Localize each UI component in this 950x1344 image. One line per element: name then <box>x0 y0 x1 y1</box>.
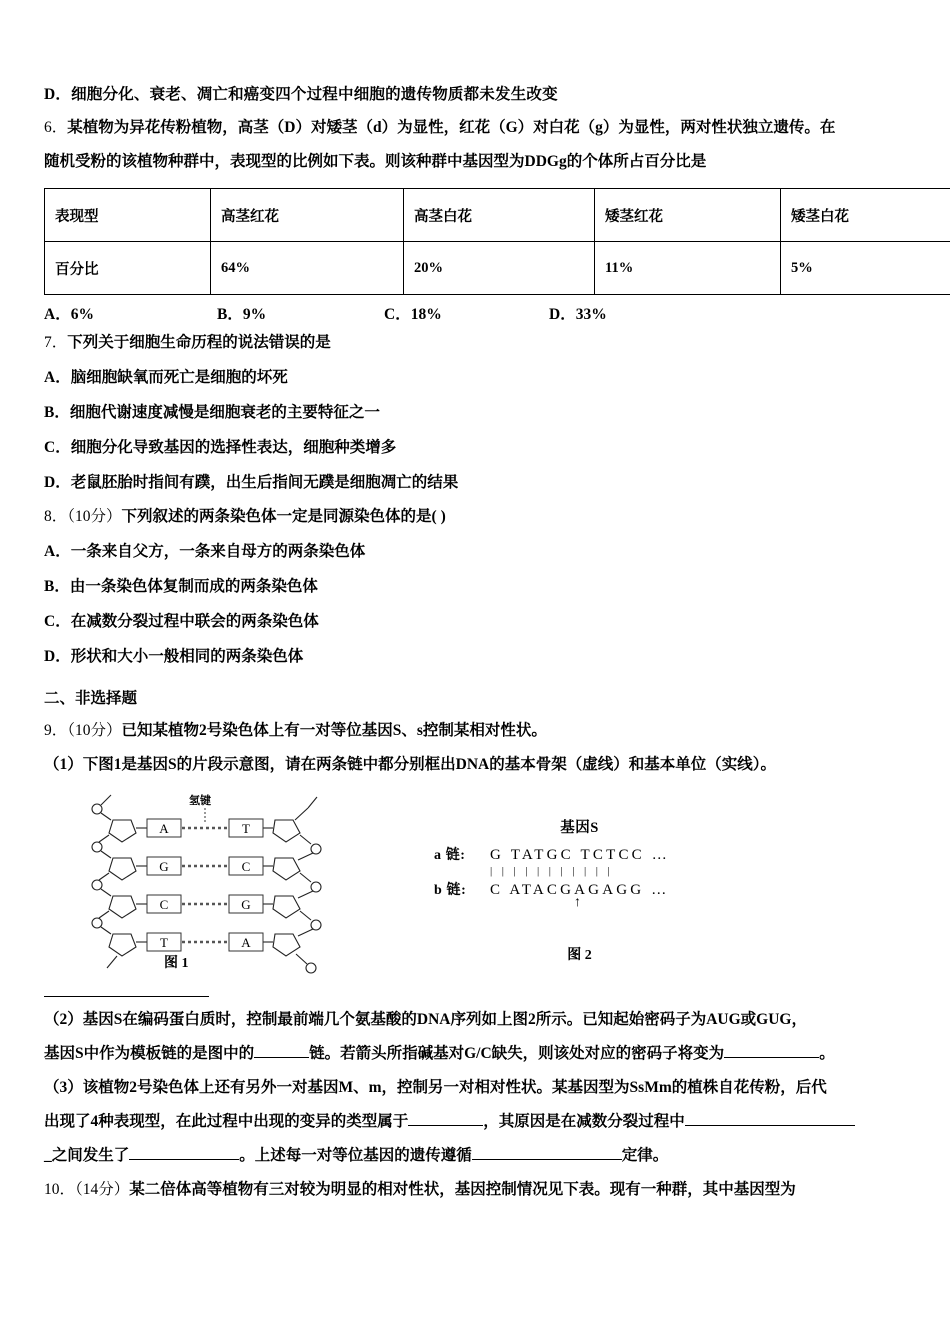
question-7-option-c <box>44 430 916 465</box>
table-row <box>45 242 950 295</box>
question-6-option-b: B．9% <box>217 306 267 323</box>
question-9-part3-line2 <box>44 1105 916 1139</box>
question-9-part2-text-d: 。 <box>819 1045 835 1062</box>
question-8-option-a <box>44 534 916 569</box>
question-9-part3-text-c: ，其原因是在减数分裂过程中 <box>483 1113 685 1130</box>
section-2-title: 二、非选择题 <box>44 690 138 707</box>
question-8-stem <box>44 500 916 534</box>
question-6-option-d: D．33% <box>549 306 607 323</box>
strand-a-row <box>434 844 764 865</box>
question-9-number: 9． <box>44 722 68 739</box>
answer-blank[interactable] <box>129 1145 239 1160</box>
question-6-option-c: C．18% <box>384 306 442 323</box>
question-8-option-c <box>44 604 916 639</box>
base-g1: G <box>159 859 169 874</box>
question-9-part2-line1 <box>44 1003 916 1037</box>
question-6-options <box>44 302 916 326</box>
phenotype-table <box>44 188 950 295</box>
table-cell-pct-1: 20% <box>404 242 595 295</box>
table-header-short-white: 矮茎白花 <box>781 189 950 242</box>
option-label: B． <box>44 404 70 421</box>
table-cell-pct-2: 11% <box>595 242 781 295</box>
question-8-score: （10分） <box>67 508 122 525</box>
strand-a-label: a 链: <box>434 848 466 863</box>
question-9-part2-line2 <box>44 1037 916 1071</box>
answer-blank[interactable] <box>408 1111 483 1126</box>
option-text: 一条来自父方，一条来自母方的两条染色体 <box>70 543 366 560</box>
question-8-option-b <box>44 569 916 604</box>
question-6-stem-b: 随机受粉的该植物种群中，表现型的比例如下表。则该种群中基因型为DDGg的个体所占百分比是 <box>44 153 707 170</box>
question-6-stem-line1 <box>44 111 916 145</box>
strand-b-label: b 链: <box>434 883 467 898</box>
question-8-stem-text: 下列叙述的两条染色体一定是同源染色体的是( ) <box>121 508 446 525</box>
question-9-part2-text-a: （2）基因S在编码蛋白质时，控制最前端几个氨基酸的DNA序列如上图2所示。已知起始密码子为AUG或GUG， <box>44 1011 807 1028</box>
table-header-tall-white: 高茎白花 <box>404 189 595 242</box>
question-9-stem-text: 已知某植物2号染色体上有一对等位基因S、s控制某相对性状。 <box>121 722 547 739</box>
question-10-stem <box>44 1173 916 1207</box>
option-text: 细胞分化导致基因的选择性表达，细胞种类增多 <box>70 439 397 456</box>
base-a2: A <box>241 935 251 950</box>
question-7-stem-text: 下列关于细胞生命历程的说法错误的是 <box>67 334 331 351</box>
strand-b-row <box>434 879 764 900</box>
question-8-number: 8． <box>44 508 68 525</box>
question-7-option-b <box>44 395 916 430</box>
question-9-score: （10分） <box>67 722 122 739</box>
question-9-stem <box>44 714 916 748</box>
up-arrow-icon: ↑ <box>574 895 581 910</box>
figure-1-caption: 图 1 <box>164 956 189 971</box>
base-c2: C <box>159 897 169 912</box>
option-text: 由一条染色体复制而成的两条染色体 <box>69 578 318 595</box>
option-label: D． <box>44 648 71 665</box>
strand-a-bases: G TATGC TCTCC … <box>490 847 671 863</box>
question-10-score: （14分） <box>75 1181 130 1198</box>
question-9-part3-text-d: _之间发生了 <box>44 1147 130 1164</box>
hbond-label: 氢键 <box>189 795 211 807</box>
question-6-number: 6． <box>44 119 68 136</box>
figure-2-caption: 图 2 <box>567 948 592 963</box>
base-t1: T <box>242 821 250 836</box>
question-9-part1-text: （1）下图1是基因S的片段示意图，请在两条链中都分别框出DNA的基本骨架（虚线）和基本单位（实线）。 <box>44 756 776 773</box>
answer-blank[interactable] <box>254 1043 309 1058</box>
figures-area <box>44 792 916 992</box>
table-cell-pct-3: 5% <box>781 242 950 295</box>
question-6-stem-line2 <box>44 145 916 179</box>
option-d-label: D． <box>44 86 72 103</box>
option-label: A． <box>44 369 71 386</box>
option-label: C． <box>44 613 71 630</box>
figure-1-dna-diagram <box>89 792 349 982</box>
mutation-arrow-row <box>490 895 764 916</box>
answer-blank[interactable] <box>685 1111 855 1126</box>
question-7-option-a <box>44 360 916 395</box>
table-header-short-red: 矮茎红花 <box>595 189 781 242</box>
question-8-option-d <box>44 639 916 674</box>
table-header-phenotype: 表现型 <box>45 189 211 242</box>
option-d-continued <box>44 78 916 111</box>
pairing-bars: | | | | | | | | | | | <box>490 865 614 877</box>
question-9-part2-text-b: 基因S中作为模板链的是图中的 <box>44 1045 255 1062</box>
answer-blank[interactable] <box>724 1043 819 1058</box>
table-header-tall-red: 高茎红花 <box>211 189 404 242</box>
question-9-part3-text-f: 定律。 <box>621 1147 669 1164</box>
table-row <box>45 189 950 242</box>
question-6-option-a: A．6% <box>44 306 94 323</box>
question-9-part1 <box>44 748 916 782</box>
option-label: A． <box>44 543 71 560</box>
question-7-option-d <box>44 465 916 500</box>
option-text: 在减数分裂过程中联会的两条染色体 <box>70 613 319 630</box>
option-text: 形状和大小一般相同的两条染色体 <box>70 648 304 665</box>
dna-ladder-svg <box>89 792 349 982</box>
base-c1: C <box>241 859 251 874</box>
option-text: 脑细胞缺氧而死亡是细胞的坏死 <box>70 369 288 386</box>
option-d-text: 细胞分化、衰老、凋亡和癌变四个过程中细胞的遗传物质都未发生改变 <box>71 86 558 103</box>
question-7-stem <box>44 326 916 360</box>
strand-b-bases: C ATACGAGAGG … <box>490 882 670 898</box>
question-9-part2-text-c: 链。若箭头所指碱基对G/C缺失，则该处对应的密码子将变为 <box>309 1045 725 1062</box>
option-text: 细胞代谢速度减慢是细胞衰老的主要特征之一 <box>69 404 380 421</box>
question-9-part3-text-a: （3）该植物2号染色体上还有另外一对基因M、m，控制另一对相对性状。某基因型为SsMm的植株自花传粉，后代 <box>44 1079 827 1096</box>
question-10-stem-text: 某二倍体高等植物有三对较为明显的相对性状，基因控制情况见下表。现有一种群，其中基因型为 <box>129 1181 796 1198</box>
base-a1: A <box>159 821 169 836</box>
option-label: B． <box>44 578 70 595</box>
table-header-percentage: 百分比 <box>45 242 211 295</box>
base-letters <box>159 821 251 950</box>
sequence-block <box>434 844 764 916</box>
question-9-part3-text-e: 。上述每一对等位基因的遗传遵循 <box>239 1147 472 1164</box>
question-6-stem-a: 某植物为异花传粉植物，高茎（D）对矮茎（d）为显性，红花（G）对白花（g）为显性，两对性状独立遗传。在 <box>67 119 836 136</box>
question-10-number: 10． <box>44 1181 76 1198</box>
page-content <box>44 78 916 1207</box>
option-label: C． <box>44 439 71 456</box>
question-9-part3-line1 <box>44 1071 916 1105</box>
question-9-part3-line3 <box>44 1139 916 1173</box>
question-7-number: 7． <box>44 334 68 351</box>
base-t2: T <box>160 935 168 950</box>
answer-blank[interactable] <box>472 1145 622 1160</box>
option-text: 老鼠胚胎时指间有蹼，出生后指间无蹼是细胞凋亡的结果 <box>70 474 459 491</box>
figure-2-title: 基因S <box>560 820 599 836</box>
option-label: D． <box>44 474 71 491</box>
base-g2: G <box>241 897 251 912</box>
table-cell-pct-0: 64% <box>211 242 404 295</box>
question-9-part3-text-b: 出现了4种表现型，在此过程中出现的变异的类型属于 <box>44 1113 409 1130</box>
answer-blank-rule <box>44 996 209 997</box>
figure-2-sequence <box>434 816 764 964</box>
